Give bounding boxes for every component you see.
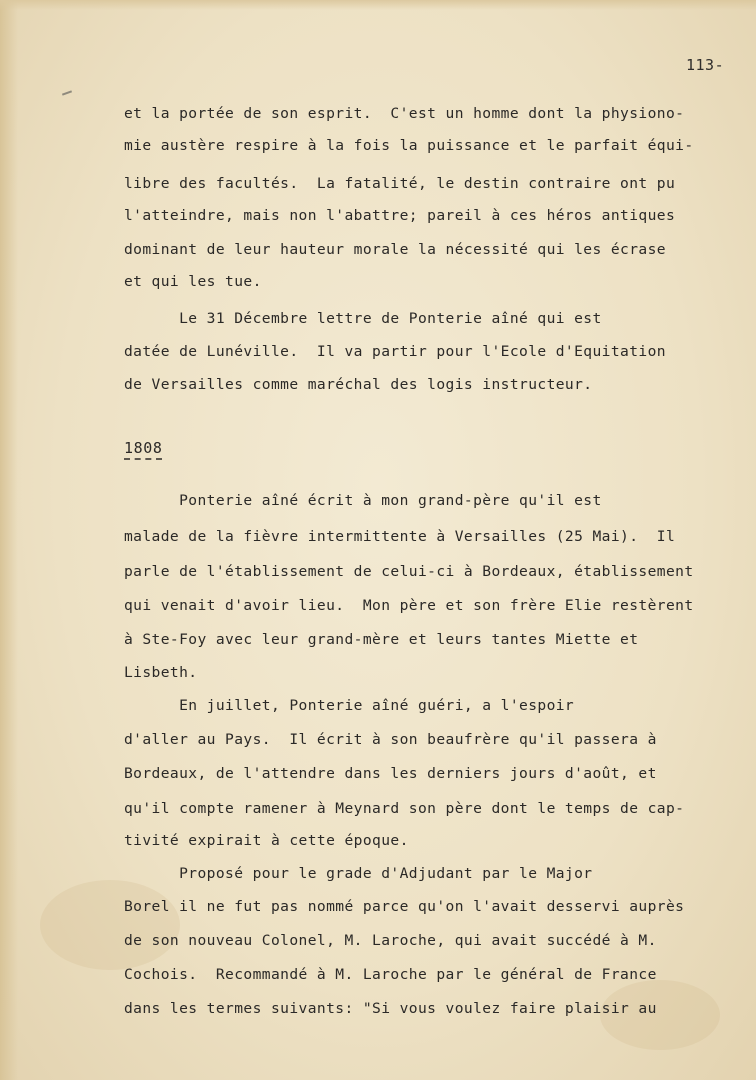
- text-line: Le 31 Décembre lettre de Ponterie aîné qui est: [124, 310, 602, 327]
- text-line: qu'il compte ramener à Meynard son père dont le temps de cap-: [124, 800, 685, 817]
- text-line: Cochois. Recommandé à M. Laroche par le général de France: [124, 966, 657, 983]
- text-line: datée de Lunéville. Il va partir pour l'Ecole d'Equitation: [124, 343, 666, 360]
- text-line: dans les termes suivants: "Si vous voulez faire plaisir au: [124, 1000, 657, 1017]
- text-line: l'atteindre, mais non l'abattre; pareil à ces héros antiques: [124, 207, 676, 224]
- text-line: En juillet, Ponterie aîné guéri, a l'espoir: [124, 697, 575, 714]
- page-number: 113-: [686, 56, 725, 74]
- paper-edge-shadow: [0, 0, 18, 1080]
- text-line: et la portée de son esprit. C'est un homme dont la physiono-: [124, 105, 685, 122]
- text-line: qui venait d'avoir lieu. Mon père et son frère Elie restèrent: [124, 597, 694, 614]
- text-line: malade de la fièvre intermittente à Versailles (25 Mai). Il: [124, 528, 676, 545]
- text-line: tivité expirait à cette époque.: [124, 832, 409, 849]
- text-line: Ponterie aîné écrit à mon grand-père qu'il est: [124, 492, 602, 509]
- text-line: de Versailles comme maréchal des logis instructeur.: [124, 376, 593, 393]
- text-line: Bordeaux, de l'attendre dans les derniers jours d'août, et: [124, 765, 657, 782]
- paper-top-shadow: [0, 0, 756, 10]
- text-line: Lisbeth.: [124, 664, 198, 681]
- paper-stain: [40, 880, 180, 970]
- text-line: Borel il ne fut pas nommé parce qu'on l'avait desservi auprès: [124, 898, 685, 915]
- text-line: dominant de leur hauteur morale la nécessité qui les écrase: [124, 241, 666, 258]
- text-line: Proposé pour le grade d'Adjudant par le Major: [124, 865, 593, 882]
- text-line: de son nouveau Colonel, M. Laroche, qui avait succédé à M.: [124, 932, 657, 949]
- text-line: mie austère respire à la fois la puissance et le parfait équi-: [124, 137, 694, 154]
- text-line: d'aller au Pays. Il écrit à son beaufrère qu'il passera à: [124, 731, 657, 748]
- text-line: à Ste-Foy avec leur grand-mère et leurs tantes Miette et: [124, 631, 639, 648]
- text-line: et qui les tue.: [124, 273, 262, 290]
- text-line: parle de l'établissement de celui-ci à Bordeaux, établissement: [124, 563, 694, 580]
- year-heading: 1808: [124, 439, 163, 457]
- text-line: libre des facultés. La fatalité, le destin contraire ont pu: [124, 175, 676, 192]
